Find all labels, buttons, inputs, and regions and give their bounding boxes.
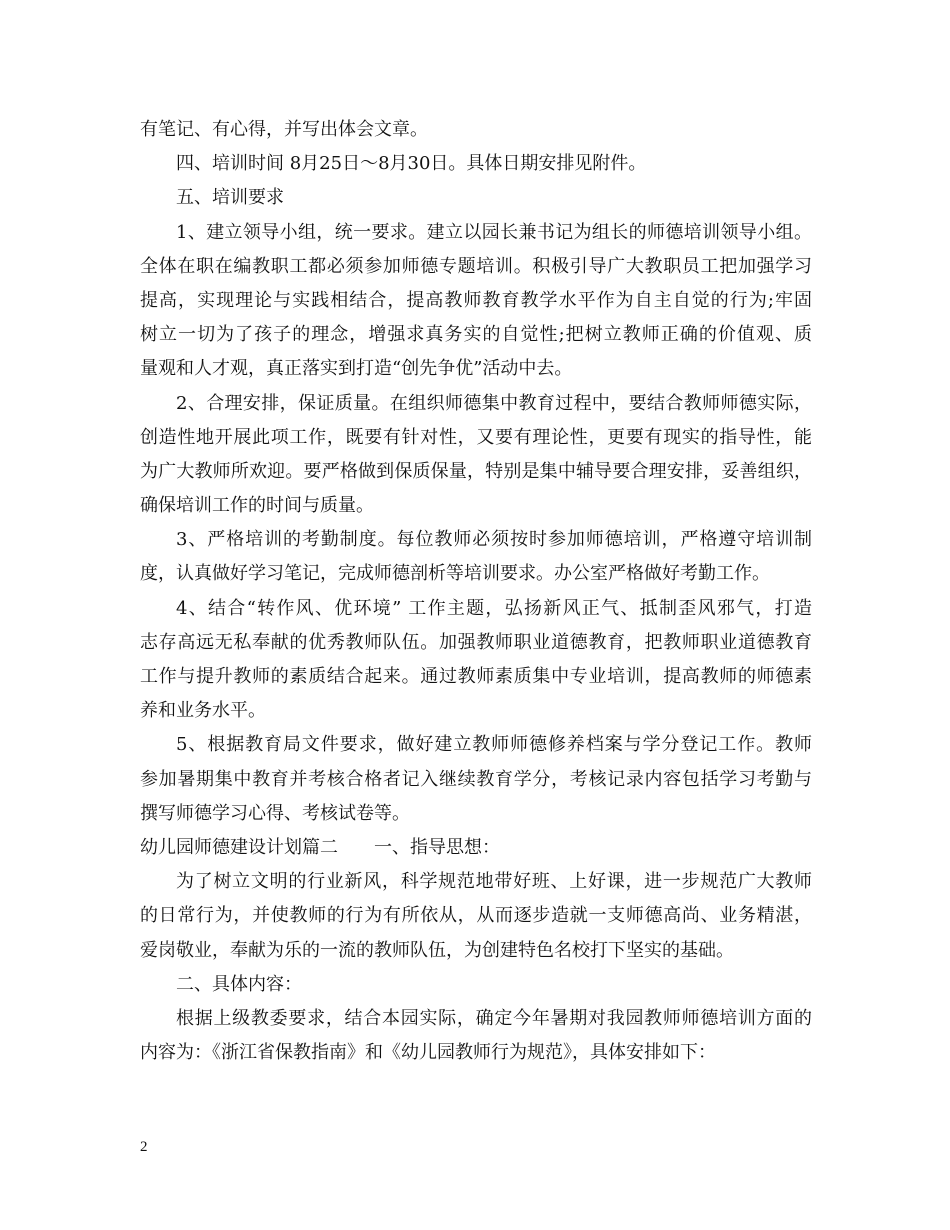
text-line: 2、合理安排，保证质量。在组织师德集中教育过程中，要结合教师师德实际， [176, 392, 812, 414]
text-line: 1、建立领导小组，统一要求。建立以园长兼书记为组长的师德培训领导小组。 [176, 221, 812, 243]
text-line: 3、严格培训的考勤制度。每位教师必须按时参加师德培训，严格遵守培训制 [176, 529, 812, 551]
text-line: 为广大教师所欢迎。要严格做到保质保量，特别是集中辅导要合理安排，妥善组织， [140, 460, 812, 482]
text-line: 工作与提升教师的素质结合起来。通过教师素质集中专业培训，提高教师的师德素 [140, 666, 812, 687]
body-text [140, 113, 812, 1070]
text-line: 二、具体内容： [176, 973, 302, 995]
text-line: 内容为：《浙江省保教指南》和《幼儿园教师行为规范》，具体安排如下： [140, 1042, 716, 1064]
text-line: 5、根据教育局文件要求，做好建立教师师德修养档案与学分登记工作。教师 [176, 734, 812, 756]
text-line: 根据上级教委要求，结合本园实际，确定今年暑期对我园教师师德培训方面的 [176, 1007, 812, 1029]
text-line: 度，认真做好学习笔记，完成师德剖析等培训要求。办公室严格做好考勤工作。 [140, 563, 770, 585]
text-line: 为了树立文明的行业新风，科学规范地带好班、上好课，进一步规范广大教师 [176, 871, 812, 893]
text-line: 全体在职在编教职工都必须参加师德专题培训。积极引导广大教职员工把加强学习 [140, 255, 812, 277]
text-line: 爱岗敬业，奉献为乐的一流的教师队伍，为创建特色名校打下坚实的基础。 [140, 939, 734, 961]
text-line: 提高，实现理论与实践相结合，提高教师教育教学水平作为自主自觉的行为;牢固 [140, 289, 812, 311]
text-line: 参加暑期集中教育并考核合格者记入继续教育学分，考核记录内容包括学习考勤与 [140, 768, 812, 790]
text-line: 五、培训要求 [176, 187, 284, 209]
text-line: 量观和人才观，真正落实到打造“创先争优”活动中去。 [140, 358, 573, 380]
page-number: 2 [140, 1139, 148, 1155]
text-line: 创造性地开展此项工作，既要有针对性，又要有理论性，更要有现实的指导性，能 [140, 426, 812, 448]
text-line: 4、结合“转作风、优环境” 工作主题，弘扬新风正气、抵制歪风邪气，打造 [176, 597, 812, 619]
text-line: 确保培训工作的时间与质量。 [140, 495, 374, 517]
text-line: 树立一切为了孩子的理念，增强求真务实的自觉性;把树立教师正确的价值观、质 [140, 324, 812, 346]
text-line: 撰写师德学习心得、考核试卷等。 [140, 802, 410, 824]
text-line: 有笔记、有心得，并写出体会文章。 [140, 119, 428, 140]
text-line: 志存高远无私奉献的优秀教师队伍。加强教师职业道德教育，把教师职业道德教育 [140, 631, 812, 653]
text-line: 的日常行为，并使教师的行为有所依从，从而逐步造就一支师德高尚、业务精湛， [140, 905, 812, 927]
text-line: 幼儿园师德建设计划篇二 一、指导思想： [140, 836, 500, 858]
text-line: 养和业务水平。 [140, 700, 266, 722]
text-line: 四、培训时间 8月25日～8月30日。具体日期安排见附件。 [176, 153, 647, 175]
